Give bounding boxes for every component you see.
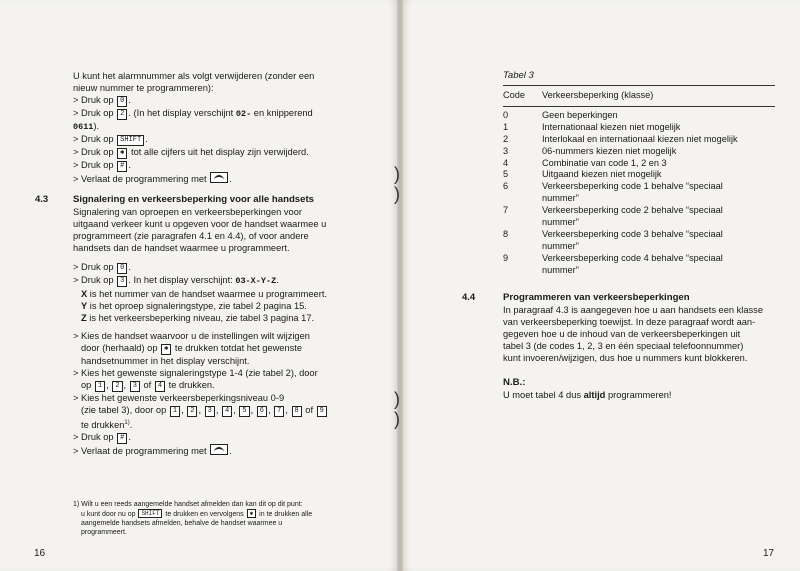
table-row (503, 158, 775, 170)
table-row (503, 122, 775, 134)
description-cell: Interlokaal en internationaal kiezen niet mogelijk (542, 133, 738, 144)
table-row (503, 169, 775, 181)
parameter-line: Y is het oproep signaleringstype, zie tabel 2 pagina 15. (81, 300, 307, 311)
binding-mark: ) (394, 409, 400, 429)
step-continued: op 1 , 2 , 3 of 4 te drukken. (81, 380, 215, 391)
table-3 (503, 70, 775, 277)
section-title: Programmeren van verkeersbeperkingen (503, 292, 690, 303)
step: > Druk op SHIFT . (73, 134, 148, 145)
step-continued: handsetnummer in het display verschijnt. (81, 355, 250, 366)
key-0-icon: 0 (117, 263, 127, 274)
page-number: 17 (763, 548, 775, 559)
section-4-3 (73, 194, 378, 458)
step-continued: te drukken$^{1)}$. (81, 420, 133, 431)
key-3-icon: 3 (130, 381, 140, 392)
table-row (503, 106, 775, 121)
table-row (503, 205, 775, 229)
code-cell: 6 (503, 181, 509, 192)
code-cell: 8 (503, 228, 509, 239)
key-3-icon: 3 (117, 276, 127, 287)
step-continued: 0611). (73, 121, 100, 133)
key-3-icon: 3 (205, 406, 215, 417)
table-row (503, 146, 775, 158)
intro-line: nieuw nummer te programmeren): (73, 83, 214, 94)
description-cell: Uitgaand kiezen niet mogelijk (542, 169, 662, 180)
parameter-line: X is het nummer van de handset waarmee u programmeert. (81, 288, 327, 299)
parameter-line: Z is het verkeersbeperking niveau, zie tabel 3 pagina 17. (81, 312, 315, 323)
key-2-icon: 2 (117, 109, 127, 120)
step: > Kies het gewenste signaleringstype 1-4 (zie tabel 2), door (73, 368, 318, 379)
alarm-removal-instructions (73, 70, 373, 185)
paragraph-line: Signalering van oproepen en verkeersbeperkingen voor (73, 207, 302, 218)
star-key-icon: ✱ (117, 148, 127, 159)
note-label: N.B.: (503, 376, 526, 388)
binding-mark: ) (394, 389, 400, 409)
step: > Druk op ✱ tot alle cijfers uit het display zijn verwijderd. (73, 147, 309, 158)
hash-key-icon: # (117, 433, 127, 444)
code-cell: 7 (503, 205, 509, 216)
paragraph-line: In paragraaf 4.3 is aangegeven hoe u aan handsets een klasse (503, 305, 763, 316)
display-readout: 03-X-Y-Z (235, 276, 277, 287)
step: > Druk op # . (73, 432, 131, 443)
description-cell: Internationaal kiezen niet mogelijk (542, 121, 681, 132)
step-continued: (zie tabel 3), door op 1 , 2 , 3 , 4 , 5 , 6 , 7 , 8 of 9 (73, 404, 378, 417)
end-call-key-icon (210, 172, 228, 183)
description-cell: Geen beperkingen (542, 109, 618, 120)
restriction-table (503, 85, 775, 277)
page-right (400, 0, 800, 571)
table-title: Tabel 3 (503, 70, 534, 81)
key-8-icon: 8 (292, 406, 302, 417)
step: > Kies de handset waarvoor u de instellingen wilt wijzigen (73, 330, 310, 341)
footnote: 1) Wilt u een reeds aangemelde handset afmelden dan kan dit op dit punt: u kunt door nu op SHIFT te drukken en vervolgens ✱ in te drukken alle aangemelde handsets afmelden, behalve de handset waarmee u programmeert. (73, 501, 313, 536)
description-cell: Verkeersbeperking code 1 behalve “speciaal nummer” (542, 181, 723, 204)
shift-key-icon: SHIFT (117, 135, 144, 146)
paragraph-line: van verkeersbeperking toewijst. In deze paragraaf wordt aan- (503, 317, 756, 328)
code-cell: 2 (503, 133, 509, 144)
code-cell: 0 (503, 109, 509, 120)
step-continued: door (herhaald) op ✱ te drukken totdat het gewenste (81, 342, 303, 353)
key-4-icon: 4 (155, 381, 165, 392)
key-2-icon: 2 (187, 406, 197, 417)
table-header-row (503, 86, 775, 107)
section-number: 4.3 (35, 194, 49, 205)
step: > Druk op # . (73, 160, 131, 171)
key-7-icon: 7 (274, 406, 284, 417)
description-cell: Verkeersbeperking code 4 behalve “speciaal nummer” (542, 252, 723, 275)
code-cell: 1 (503, 121, 509, 132)
step: > Kies het gewenste verkeersbeperkingsniveau 0-9 (73, 393, 285, 404)
shift-key-icon: SHIFT (138, 509, 162, 518)
table-row (503, 134, 775, 146)
description-cell: Verkeersbeperking code 2 behalve “speciaal nummer” (542, 205, 723, 228)
intro-line: U kunt het alarmnummer als volgt verwijderen (zonder een (73, 71, 315, 81)
display-readout: 0611 (73, 122, 94, 133)
step: > Verlaat de programmering met . (73, 446, 232, 457)
description-cell: Verkeersbeperking code 3 behalve “speciaal nummer” (542, 228, 723, 251)
key-4-icon: 4 (222, 406, 232, 417)
star-key-icon: ✱ (247, 509, 257, 518)
key-6-icon: 6 (257, 406, 267, 417)
table-row (503, 253, 775, 277)
step: > Druk op 0 . (73, 262, 131, 273)
paragraph-line: programmeert (zie paragrafen 4.1 en 4.4), of voor andere (73, 231, 309, 242)
key-2-icon: 2 (112, 381, 122, 392)
step: > Verlaat de programmering met . (73, 174, 232, 185)
step: > Druk op 3 . In het display verschijnt: 03-X-Y-Z. (73, 275, 279, 287)
section-4-4 (503, 292, 783, 401)
code-cell: 9 (503, 252, 509, 263)
display-readout: 02- (235, 109, 252, 120)
key-1-icon: 1 (95, 381, 105, 392)
binding-mark: ) (394, 184, 400, 204)
step: > Druk op 0 . (73, 95, 131, 106)
key-1-icon: 1 (170, 406, 180, 417)
key-0-icon: 0 (117, 96, 127, 107)
page-number: 16 (34, 548, 46, 559)
binding-mark: ) (394, 164, 400, 184)
description-cell: Combinatie van code 1, 2 en 3 (542, 157, 667, 168)
paragraph-line: tabel 3 (de codes 1, 2, 3 en één speciaal telefoonnummer) (503, 341, 744, 352)
note-text: U moet tabel 4 dus altijd programmeren! (503, 389, 672, 400)
table-row (503, 181, 775, 205)
column-header: Verkeersbeperking (klasse) (542, 86, 775, 107)
paragraph-line: uitgaand verkeer kunt u opgeven voor de handset waarmee u (73, 219, 327, 230)
end-call-key-icon (210, 444, 228, 455)
section-number: 4.4 (462, 292, 476, 303)
code-cell: 5 (503, 169, 509, 180)
key-5-icon: 5 (239, 406, 249, 417)
digit-keys: 1 , 2 , 3 , 4 , 5 , 6 , 7 , 8 (169, 405, 303, 415)
hash-key-icon: # (117, 161, 127, 172)
paragraph-line: kunt invoeren/wijzigen, dus hoe u nummers kunt blokkeren. (503, 353, 748, 364)
description-cell: 06-nummers kiezen niet mogelijk (542, 145, 677, 156)
code-cell: 4 (503, 157, 509, 168)
paragraph-line: gegeven hoe u de inhoud van de verkeersbeperkingen uit (503, 329, 741, 340)
code-cell: 3 (503, 145, 509, 156)
section-title: Signalering en verkeersbeperking voor alle handsets (73, 194, 315, 205)
star-key-icon: ✱ (161, 344, 171, 355)
key-9-icon: 9 (317, 406, 327, 417)
step: > Druk op 2 . (In het display verschijnt 02- en knipperend (73, 108, 313, 120)
column-header: Code (503, 86, 542, 107)
paragraph-line: handsets dan de handset waarmee u programmeert. (73, 243, 290, 254)
book-gutter (397, 0, 403, 571)
table-row (503, 229, 775, 253)
footnote-marker: 1) (124, 420, 130, 427)
